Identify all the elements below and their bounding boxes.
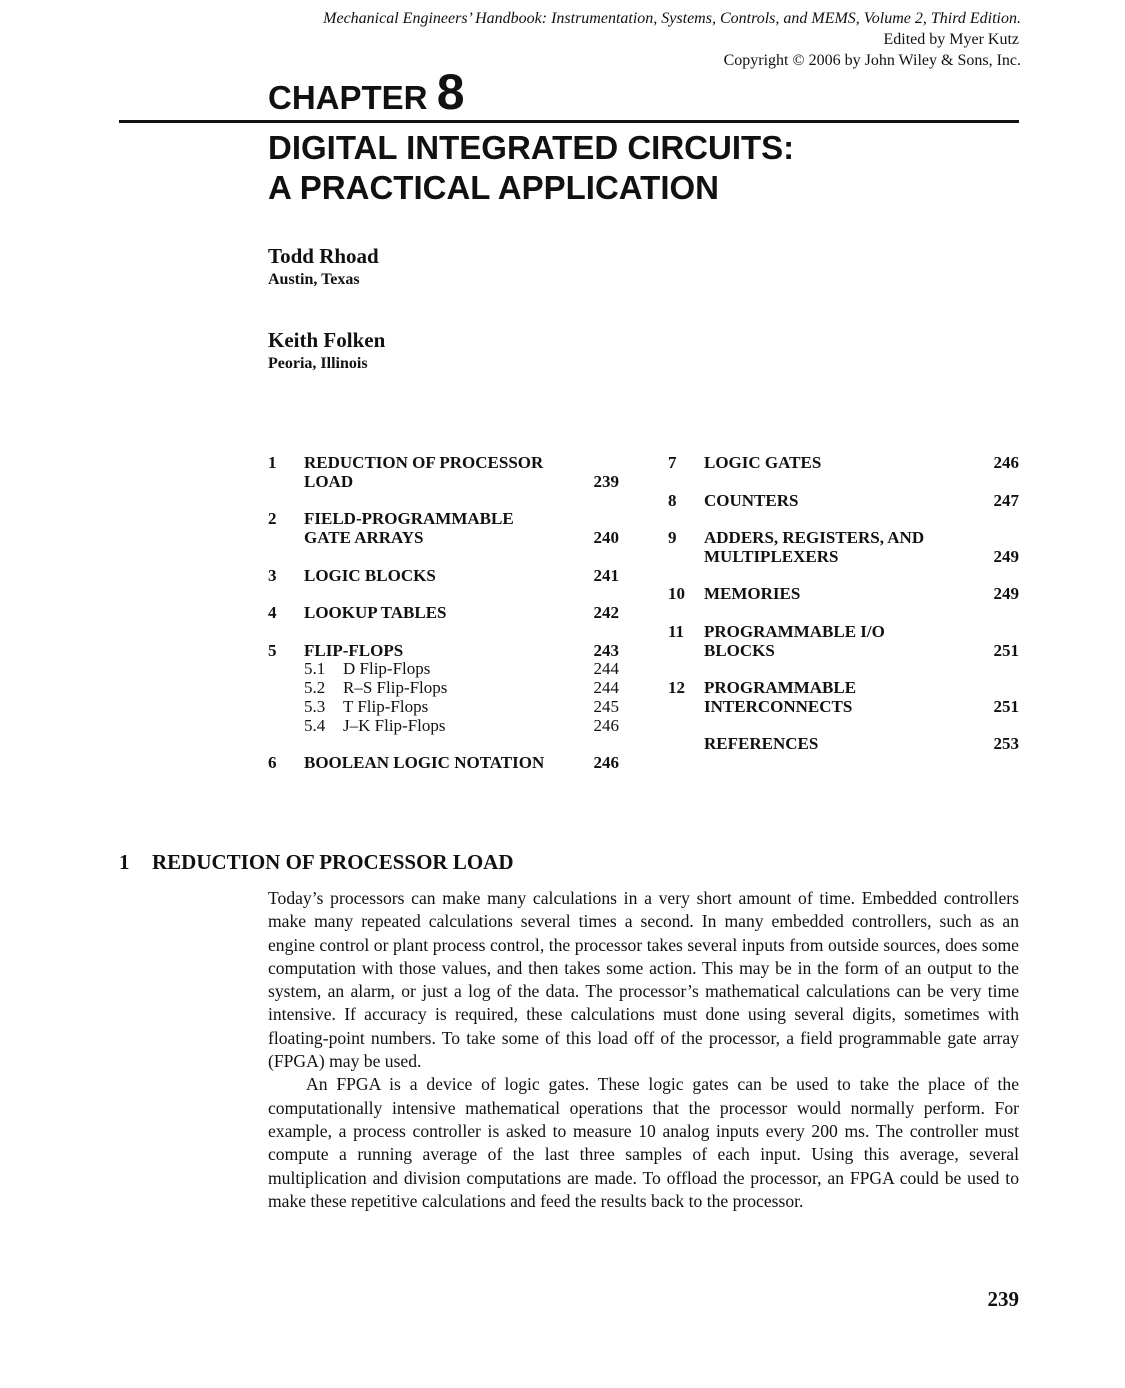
chapter-title [268,128,794,208]
toc-subentry[interactable]: 5.2 R–S Flip-Flops 244 [304,678,619,697]
chapter-number: 8 [436,64,465,120]
page-number: 239 [987,1287,1019,1311]
toc-entry[interactable]: REFERENCES 253 [704,734,1019,753]
toc-subentry[interactable]: 5.4 J–K Flip-Flops 246 [304,716,619,735]
toc-entry[interactable]: 3 LOGIC BLOCKS 241 [268,566,619,585]
toc-subentry[interactable]: 5.3 T Flip-Flops 245 [304,697,619,716]
section-body [268,887,1019,1213]
toc-entry[interactable]: 9 ADDERS, REGISTERS, AND MULTIPLEXERS 249 [668,528,1019,566]
toc-entry[interactable]: 8 COUNTERS 247 [668,491,1019,510]
toc-entry[interactable]: 12 PROGRAMMABLE INTERCONNECTS 251 [668,678,1019,716]
paragraph: An FPGA is a device of logic gates. These logic gates can be used to take the place of the computationally intensive mathematical operations that the processor would normally perform. For example, a process controller is asked to measure 10 analog inputs every 200 ms. The controller must compute a running average of the last three samples of each input. Using this average, several multiplication and division computations are made. To offload the processor, an FPGA could be used to make these repetitive calculations and feed the results back to the processor. [268,1074,1019,1211]
chapter-label [268,66,465,124]
toc-entry[interactable]: 5 FLIP-FLOPS 243 [268,641,619,660]
toc-entry[interactable]: 6 BOOLEAN LOGIC NOTATION 246 [268,753,619,772]
section-title: REDUCTION OF PROCESSOR LOAD [152,850,514,874]
copyright-line: Copyright © 2006 by John Wiley & Sons, Inc. [723,52,1021,69]
toc-entry[interactable]: 2 FIELD-PROGRAMMABLE GATE ARRAYS 240 [268,509,619,547]
paragraph: Today’s processors can make many calculations in a very short amount of time. Embedded controllers make many repeated calculations several times a second. In many embedded controllers, such as an engine control or plant process control, the processor takes several inputs from outside sources, does some computation with those values, and then takes some action. This may be in the form of an output to the system, an alarm, or just a log of the data. The processor’s mathematical calculations can be very time intensive. If accuracy is required, these calculations must done using several digits, sometimes with floating-point numbers. To take some of this load off of the processor, a field programmable gate array (FPGA) may be used. [268,888,1019,1072]
toc-entry[interactable]: 11 PROGRAMMABLE I/O BLOCKS 251 [668,622,1019,660]
author-location: Austin, Texas [268,271,360,288]
chapter-title-line2: A PRACTICAL APPLICATION [268,169,719,206]
author-name: Keith Folken [268,328,386,352]
source-line: Mechanical Engineers’ Handbook: Instrumentation, Systems, Controls, and MEMS, Volume 2, Third Edition. [323,10,1021,27]
chapter-word: CHAPTER [268,79,428,116]
toc-entry[interactable]: 7 LOGIC GATES 246 [668,453,1019,472]
author-name: Todd Rhoad [268,244,379,268]
chapter-title-line1: DIGITAL INTEGRATED CIRCUITS: [268,129,795,166]
toc-entry[interactable]: 1 REDUCTION OF PROCESSOR LOAD 239 [268,453,619,491]
editor-line: Edited by Myer Kutz [883,31,1019,48]
toc-entry[interactable]: 10 MEMORIES 249 [668,584,1019,603]
section-heading [119,849,514,875]
toc-entry[interactable]: 4 LOOKUP TABLES 242 [268,603,619,622]
chapter-rule [119,120,1019,123]
toc-subentry[interactable]: 5.1 D Flip-Flops 244 [304,659,619,678]
author-location: Peoria, Illinois [268,355,368,372]
section-number: 1 [119,850,130,874]
